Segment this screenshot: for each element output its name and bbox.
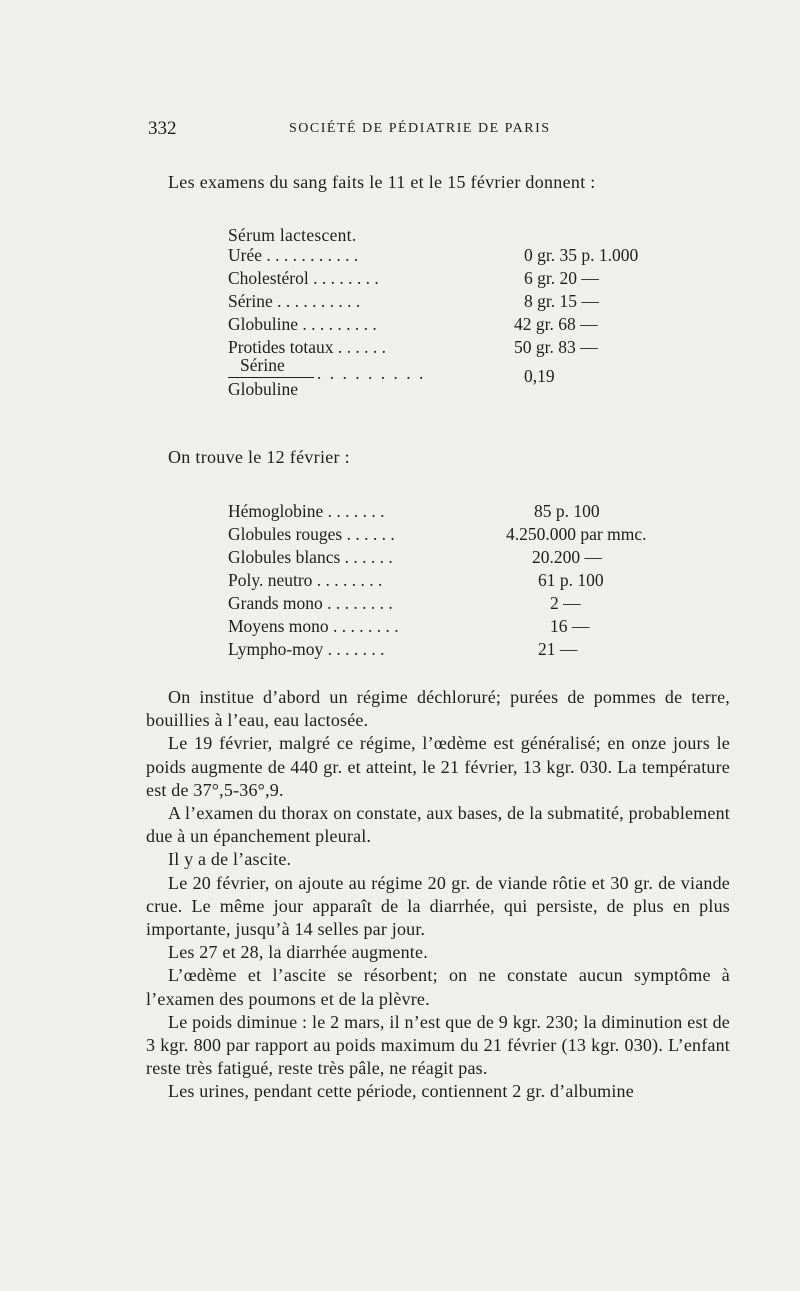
row-label: Globules blancs . . . . . . (228, 547, 393, 567)
serine-globuline-ratio (228, 355, 628, 405)
intro-sentence: Les examens du sang faits le 11 et le 15 février donnent : (168, 172, 596, 192)
fraction-bar (228, 377, 314, 378)
row-label: Poly. neutro . . . . . . . . (228, 570, 383, 590)
paragraph: Il y a de l’ascite. (168, 849, 292, 870)
row-value: 6 gr. 20 — (524, 268, 599, 288)
table-row (228, 244, 728, 267)
table-row (228, 267, 728, 290)
row-label: Cholestérol . . . . . . . . (228, 268, 379, 288)
blood-count-table (228, 500, 728, 661)
row-label: Grands mono . . . . . . . . (228, 593, 393, 613)
ratio-denominator: Globuline (228, 379, 298, 399)
body-text (146, 686, 730, 1104)
table-row (228, 615, 728, 638)
table-row (228, 500, 728, 523)
row-label: Urée . . . . . . . . . . . (228, 245, 359, 265)
table-row (228, 569, 728, 592)
paragraph: Le 20 février, on ajoute au régime 20 gr. de viande rôtie et 30 gr. de viande crue. Le même jour apparaît de la diarrhée, qui persiste, de plus en plus importante, jusqu’à 14 selles par jour. (146, 872, 730, 940)
row-value: 8 gr. 15 — (524, 291, 599, 311)
row-value: 0 gr. 35 p. 1.000 (524, 245, 639, 265)
table-row (228, 638, 728, 661)
table-row (228, 523, 728, 546)
row-value: 42 gr. 68 — (514, 314, 598, 334)
row-label: Protides totaux . . . . . . (228, 337, 386, 357)
row-value: 21 — (538, 639, 578, 659)
row-label: Sérine . . . . . . . . . . (228, 291, 361, 311)
paragraph: Le poids diminue : le 2 mars, il n’est que de 9 kgr. 230; la diminution est de 3 kgr. 800 par rapport au poids maximum du 21 février (13 kgr. 030). L’enfant reste très fatigué, reste très pâle, ne réagit pas. (146, 1011, 730, 1079)
page-number: 332 (148, 118, 177, 139)
table-row (228, 313, 728, 336)
paragraph: A l’examen du thorax on constate, aux bases, de la submatité, probablement due à un épanchement pleural. (146, 803, 730, 847)
page-header (148, 118, 738, 142)
row-value: 85 p. 100 (534, 501, 600, 521)
row-value: 16 — (550, 616, 590, 636)
blood-count-intro: On trouve le 12 février : (168, 447, 350, 467)
paragraph: Les 27 et 28, la diarrhée augmente. (168, 942, 428, 963)
serum-label: Sérum lactescent. (228, 225, 357, 245)
row-label: Globules rouges . . . . . . (228, 524, 395, 544)
table-row (228, 290, 728, 313)
row-value: 4.250.000 par mmc. (506, 524, 647, 544)
paragraph: On institue d’abord un régime déchloruré; purées de pommes de terre, bouillies à l’eau, eau lactosée. (146, 687, 730, 731)
blood-chemistry-table (228, 244, 728, 359)
row-label: Moyens mono . . . . . . . . (228, 616, 399, 636)
ratio-value: 0,19 (524, 366, 555, 386)
row-label: Hémoglobine . . . . . . . (228, 501, 385, 521)
table-row (228, 592, 728, 615)
table-row (228, 546, 728, 569)
row-value: 20.200 — (532, 547, 602, 567)
row-value: 61 p. 100 (538, 570, 604, 590)
ratio-numerator: Sérine (240, 355, 285, 375)
row-label: Globuline . . . . . . . . . (228, 314, 377, 334)
paragraph: Les urines, pendant cette période, contiennent 2 gr. d’albumine (168, 1081, 634, 1102)
row-value: 2 — (550, 593, 581, 613)
row-label: Lympho-moy . . . . . . . (228, 639, 385, 659)
ratio-leader-dots: . . . . . . . . . (317, 363, 426, 383)
running-title: SOCIÉTÉ DE PÉDIATRIE DE PARIS (289, 121, 551, 136)
paragraph: L’œdème et l’ascite se résorbent; on ne constate aucun symptôme à l’examen des poumons et de la plèvre. (146, 965, 730, 1009)
row-value: 50 gr. 83 — (514, 337, 598, 357)
paragraph: Le 19 février, malgré ce régime, l’œdème est généralisé; en onze jours le poids augmente de 440 gr. et atteint, le 21 février, 13 kgr. 030. La température est de 37°,5-36°,9. (146, 733, 730, 800)
